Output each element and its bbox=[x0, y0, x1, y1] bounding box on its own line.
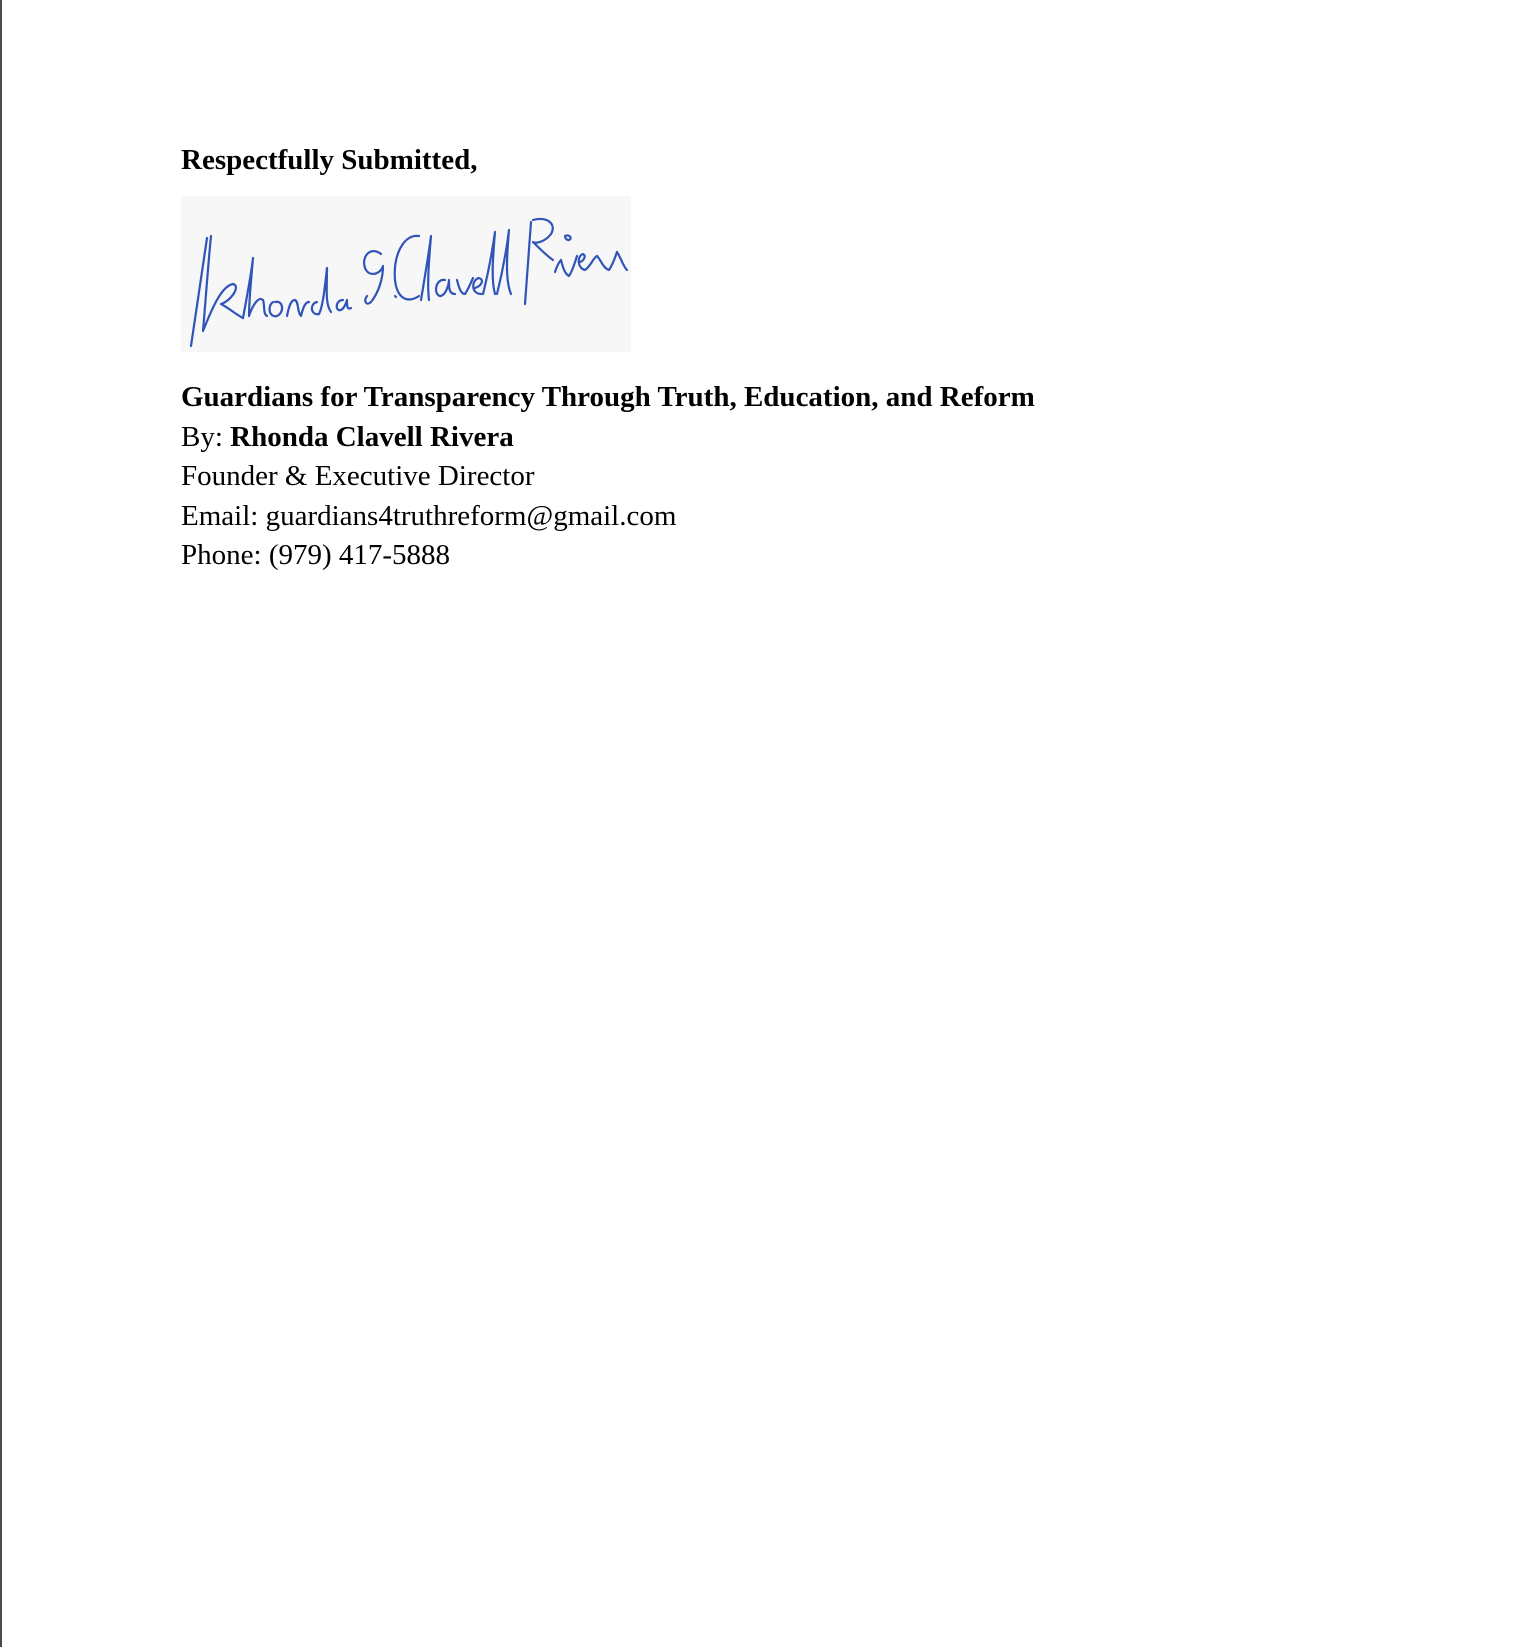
email-address[interactable]: guardians4truthreform@gmail.com bbox=[265, 499, 677, 532]
page-left-edge bbox=[0, 0, 2, 1647]
phone-number: (979) 417-5888 bbox=[268, 539, 451, 571]
closing-line: Respectfully Submitted, bbox=[181, 144, 478, 176]
organization-name: Guardians for Transparency Through Truth, Education, and Reform bbox=[181, 381, 1035, 413]
signer-details bbox=[181, 378, 1381, 576]
signature-image bbox=[181, 196, 631, 352]
phone-label: Phone: bbox=[181, 539, 269, 571]
phone-line bbox=[181, 536, 1381, 576]
email-label: Email: bbox=[181, 499, 266, 532]
signature-block bbox=[181, 140, 1381, 576]
signed-by-line bbox=[181, 418, 1381, 458]
signer-title: Founder & Executive Director bbox=[181, 460, 535, 492]
signer-name: Rhonda Clavell Rivera bbox=[230, 420, 514, 453]
by-label: By: bbox=[181, 420, 231, 453]
email-line bbox=[181, 497, 1381, 537]
handwritten-signature bbox=[181, 196, 631, 352]
